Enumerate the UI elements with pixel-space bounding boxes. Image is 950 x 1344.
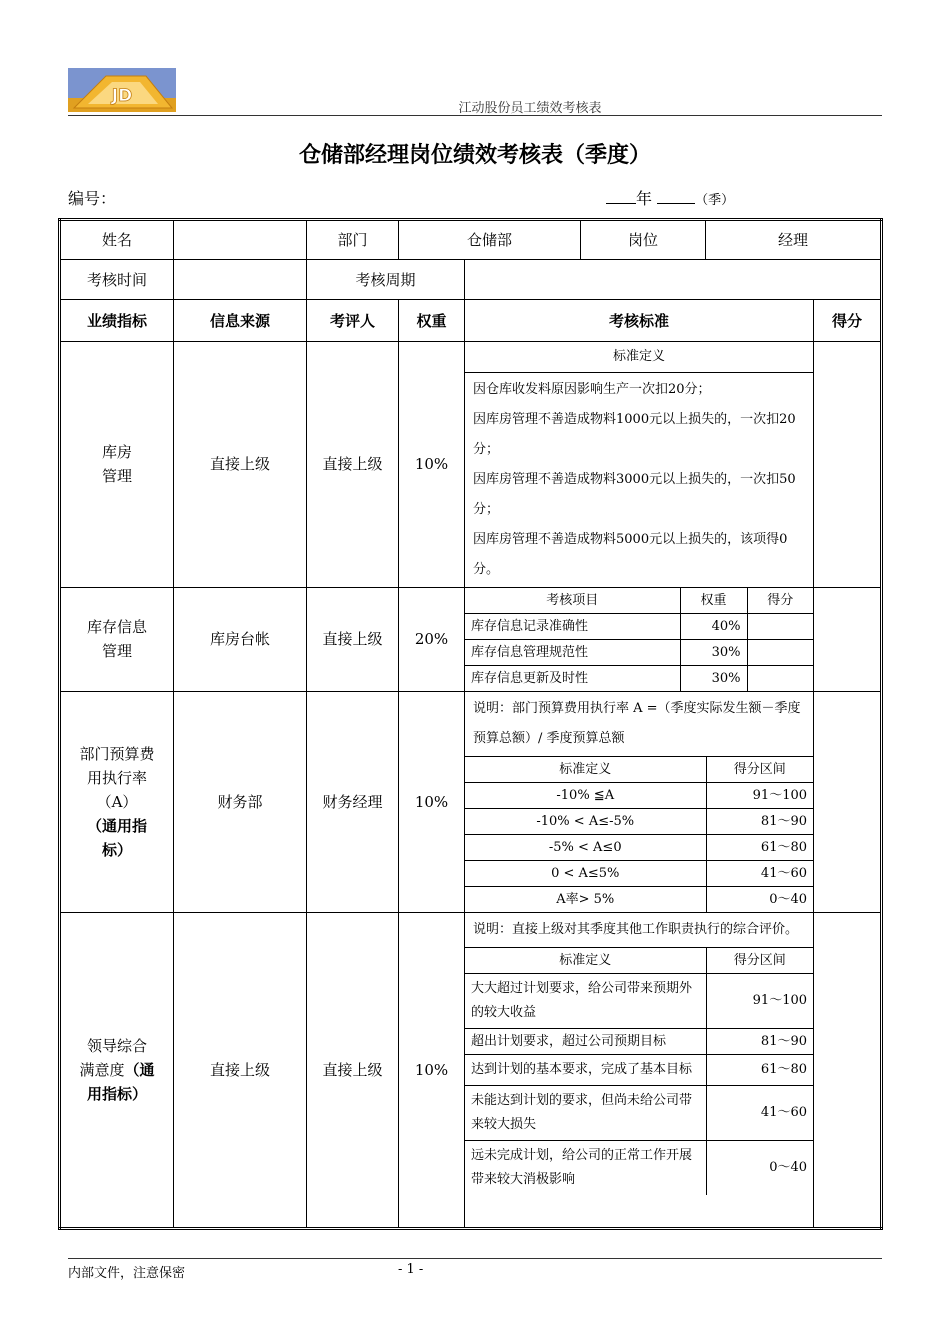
year-quarter-field [606, 186, 734, 209]
kpi-name-line: 用指标） [86, 1084, 147, 1103]
item-name: 库存信息记录准确性 [465, 613, 680, 639]
name-label: 姓名 [60, 220, 174, 260]
range-def: A率> 5% [556, 891, 615, 907]
company-doc-title: 江动股份员工绩效考核表 [458, 101, 602, 116]
year-blank[interactable] [606, 190, 636, 204]
std-line: 因库房管理不善造成物料3000元以上损失的，一次扣50分； [473, 471, 796, 517]
range-def: -5% < A≤0 [465, 834, 706, 860]
kpi-name-line: 库房 [101, 443, 132, 462]
range-score: 61～80 [706, 834, 813, 860]
items-table [465, 588, 813, 691]
item-score[interactable] [747, 665, 813, 691]
kpi-name-part: （通 [124, 1060, 155, 1079]
kpi-name [60, 342, 174, 588]
period-time-value[interactable] [174, 260, 307, 300]
item-name: 库存信息更新及时性 [471, 670, 589, 686]
kpi-name-line: （通用指 [86, 816, 147, 835]
header-rule [68, 115, 882, 116]
kpi-row-budget [60, 691, 882, 912]
col-score: 得分 [814, 300, 882, 342]
kpi-name [60, 587, 174, 691]
range-score: 0～40 [706, 1140, 813, 1195]
kpi-weight: 10% [399, 912, 465, 1228]
col-reviewer: 考评人 [307, 300, 399, 342]
kpi-row-warehouse [60, 342, 882, 588]
kpi-reviewer: 直接上级 [307, 342, 399, 588]
info-row-1 [60, 220, 882, 260]
kpi-name-line: 用执行率 [86, 768, 147, 787]
range-score: 41～60 [706, 860, 813, 886]
budget-note: 说明：部门预算费用执行率 A =（季度实际发生额－季度预算总额）/ 季度预算总额 [465, 692, 813, 757]
item-score[interactable] [747, 613, 813, 639]
kpi-source: 直接上级 [174, 342, 307, 588]
range-def: 达到计划的基本要求，完成了基本目标 [465, 1054, 706, 1085]
std-line: 因库房管理不善造成物料1000元以上损失的，一次扣20分； [473, 411, 796, 457]
table-row [465, 613, 813, 639]
sub-header: 标准定义 [465, 756, 706, 782]
kpi-score[interactable] [814, 587, 882, 691]
col-standard: 考核标准 [465, 300, 814, 342]
kpi-reviewer: 财务经理 [307, 691, 399, 912]
range-def: 未能达到计划的要求，但尚未给公司带来较大损失 [465, 1085, 706, 1140]
quarter-label: （季） [695, 193, 735, 208]
item-weight: 30% [680, 665, 747, 691]
kpi-standard [465, 912, 814, 1228]
info-row-2 [60, 260, 882, 300]
year-label: 年 [636, 189, 653, 208]
sub-header: 得分区间 [706, 947, 813, 973]
kpi-name-line: 管理 [101, 642, 132, 660]
std-definition [465, 372, 813, 587]
table-row [465, 1028, 813, 1054]
assessment-table [58, 218, 883, 1230]
kpi-name-line: 部门预算费 [79, 744, 155, 763]
code-label: 编号： [68, 189, 117, 208]
col-weight: 权重 [399, 300, 465, 342]
sub-header: 权重 [680, 588, 747, 614]
range-table [465, 913, 813, 1195]
kpi-weight: 20% [399, 587, 465, 691]
std-line: 因仓库收发料原因影响生产一次扣20分； [473, 381, 711, 397]
range-def: 超出计划要求，超过公司预期目标 [465, 1028, 706, 1054]
position-value[interactable]: 经理 [706, 220, 882, 260]
kpi-name [60, 912, 174, 1228]
table-row [465, 860, 813, 886]
page-title: 仓储部经理岗位绩效考核表（季度） [298, 142, 651, 168]
dept-value[interactable]: 仓储部 [399, 220, 581, 260]
kpi-name-line: 管理 [101, 467, 132, 486]
kpi-name-line: 库存信息 [86, 618, 147, 636]
range-def: 大大超过计划要求，给公司带来预期外的较大收益 [465, 973, 706, 1028]
kpi-row-inventory-info [60, 587, 882, 691]
table-row [465, 782, 813, 808]
kpi-name [60, 691, 174, 912]
item-score[interactable] [747, 639, 813, 665]
dept-label: 部门 [307, 220, 399, 260]
kpi-source: 库房台帐 [174, 587, 307, 691]
table-row [465, 834, 813, 860]
jd-logo-icon [68, 68, 176, 112]
item-weight: 40% [680, 613, 747, 639]
range-def: 远未完成计划，给公司的正常工作开展带来较大消极影响 [471, 1147, 693, 1187]
range-score: 91～100 [706, 973, 813, 1028]
kpi-name-line: （A） [96, 792, 138, 811]
kpi-reviewer: 直接上级 [307, 912, 399, 1228]
kpi-name-part: 满意度 [79, 1060, 125, 1079]
column-header-row [60, 300, 882, 342]
sub-header: 标准定义 [465, 947, 706, 973]
table-row [465, 808, 813, 834]
table-row [465, 665, 813, 691]
period-time-label: 考核时间 [60, 260, 174, 300]
std-line: 因库房管理不善造成物料5000元以上损失的，该项得0分。 [473, 531, 788, 577]
sub-header: 考核项目 [465, 588, 680, 614]
kpi-standard [465, 691, 814, 912]
range-table [465, 692, 813, 912]
kpi-source: 直接上级 [174, 912, 307, 1228]
col-kpi: 业绩指标 [60, 300, 174, 342]
kpi-name-line: 领导综合 [86, 1036, 147, 1055]
range-def: 0 < A≤5% [465, 860, 706, 886]
table-row [465, 886, 813, 912]
item-name: 库存信息管理规范性 [465, 639, 680, 665]
kpi-name-line: 标） [101, 840, 132, 859]
page-number: - 1 - [398, 1262, 424, 1277]
col-source: 信息来源 [174, 300, 307, 342]
kpi-score[interactable] [814, 912, 882, 1228]
range-score: 81～90 [706, 1028, 813, 1054]
logo-text: JD [111, 86, 133, 106]
footer-rule [68, 1258, 882, 1259]
table-row [465, 1085, 813, 1140]
standard-table [465, 342, 813, 587]
kpi-score[interactable] [814, 342, 882, 588]
quarter-blank[interactable] [657, 190, 695, 204]
kpi-standard [465, 587, 814, 691]
kpi-name-line [65, 1058, 169, 1082]
item-weight: 30% [680, 639, 747, 665]
sub-header: 得分区间 [706, 756, 813, 782]
footer-confidential: 内部文件，注意保密 [68, 1266, 186, 1281]
cycle-label: 考核周期 [307, 260, 465, 300]
kpi-row-leader-satisfaction [60, 912, 882, 1228]
position-label: 岗位 [581, 220, 706, 260]
range-score: 91～100 [706, 782, 813, 808]
name-value[interactable] [174, 220, 307, 260]
range-score: 0～40 [706, 886, 813, 912]
kpi-standard [465, 342, 814, 588]
range-score: 81～90 [706, 808, 813, 834]
kpi-reviewer: 直接上级 [307, 587, 399, 691]
kpi-score[interactable] [814, 691, 882, 912]
range-def: -10% < A≤-5% [465, 808, 706, 834]
kpi-weight: 10% [399, 691, 465, 912]
sub-header: 得分 [747, 588, 813, 614]
std-header: 标准定义 [465, 342, 813, 372]
range-score: 41～60 [706, 1085, 813, 1140]
kpi-source: 财务部 [174, 691, 307, 912]
kpi-weight: 10% [399, 342, 465, 588]
table-row [465, 1140, 813, 1195]
table-row [465, 1054, 813, 1085]
range-def: -10% ≦A [465, 782, 706, 808]
range-score: 61～80 [706, 1054, 813, 1085]
logo-graphic [68, 68, 176, 112]
table-row [465, 973, 813, 1028]
satisfaction-note: 说明：直接上级对其季度其他工作职责执行的综合评价。 [465, 913, 813, 948]
table-row [465, 639, 813, 665]
cycle-value[interactable] [465, 260, 882, 300]
